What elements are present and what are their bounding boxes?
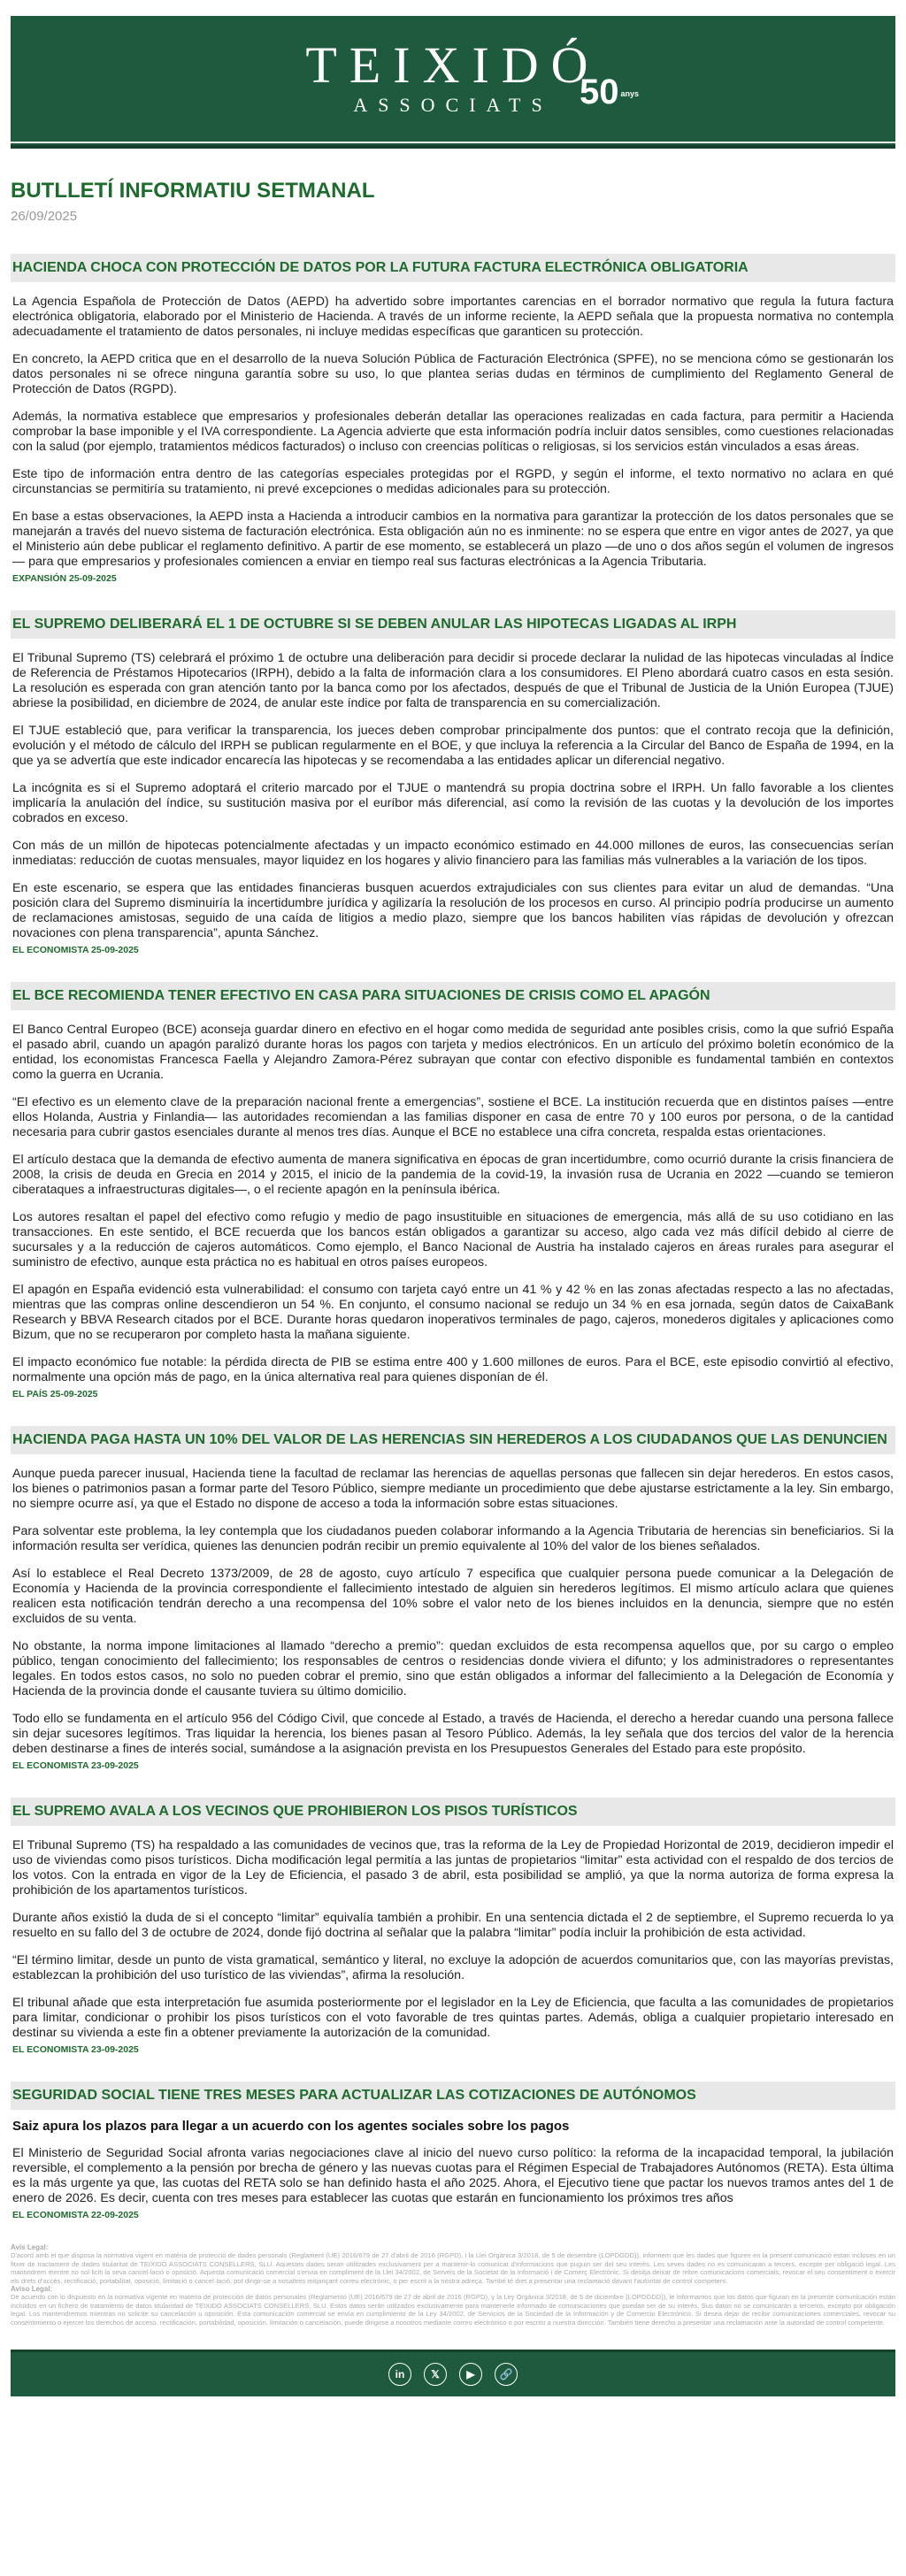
legal-heading-ca: Avís Legal: — [11, 2243, 49, 2251]
legal-text-ca: D'acord amb el que disposa la normativa vigent en matèria de protecció de dades personals (Reglament (UE) 2016/679 de 27 d'abril de 2016 (RGPD), i la Llei Orgànica 3/2018, de 5 de desembre (LOPDGDD)), informem que les dades que figuren en la present comunicació estan incloses en un fitxer de tractament de dades titularitat de TEIXIDÓ ASSOCIATS CONSELLERS, SLU. Aquestes dades seran utilitzades exclusivament per a mantenir-lo comunicat d'informacions que puguin ser del seu interès. Les seves dades no es comunicaran a tercers, excepte per obligació legal. Les mantindrem mentre no sol·liciti la seva cancel·lació o oposició. Aquesta comunicació comercial s'envia en compliment de la Llei 34/2002, de Serveis de la Societat de la Informació i de Comerç Electrònic. Si desitja deixar de rebre comunicacions comercials, revocar el seu consentiment o exercir els drets d'accés, rectificació, portabilitat, oposició, limitació o cancel·lació, pot dirigir-se a nosaltres mitjançant correu electrònic, o per escrit a la nostra adreça. També té dret a presentar una reclamació davant l'autoritat de control competent. — [11, 2251, 895, 2285]
logo-name: TEIXIDÓ — [305, 36, 601, 94]
article-paragraph: Aunque pueda parecer inusual, Hacienda tiene la facultad de reclamar las herencias de aquellas personas que fallecen sin dejar herederos. En estos casos, los bienes o patrimonios pasan a formar parte del Tesoro Público, siempre mediante un procedimiento que debe ajustarse estrictamente a la ley. Sin embargo, no siempre ocurre así, ya que el Estado no dispone de acceso a toda la información sobre estas situaciones. — [12, 1467, 894, 1511]
link-icon[interactable]: 🔗 — [495, 2363, 518, 2386]
news-article — [11, 1798, 895, 2055]
article-source: EL ECONOMISTA 23-09-2025 — [12, 2044, 139, 2055]
header-divider — [11, 142, 895, 143]
legal-notice — [11, 2243, 895, 2327]
article-paragraph: En concreto, la AEPD critica que en el desarrollo de la nueva Solución Pública de Facturación Electrónica (SPFE), no se menciona cómo se gestionarán los datos personales ni se ofrece ninguna garantía sobre su uso, lo que plantea serias dudas en términos de cumplimiento del Reglamento General de Protección de Datos (RGPD). — [12, 352, 894, 396]
legal-text-es: De acuerdo con lo dispuesto en la normativa vigente en materia de protección de datos personales (Reglamento (UE) 2016/679 de 27 de abril de 2016 (RGPD), y la Ley Orgánica 3/2018, de 5 de diciembre (LOPDGDD)), le informamos que los datos que figuran en la presente comunicación están incluidos en un fichero de tratamiento de datos titularidad de TEIXIDÓ ASSOCIATS CONSELLERS, SLU. Estos datos serán utilizados exclusivamente para mantenerle informado de comunicaciones que puedan ser de su interés. Sus datos no se comunicarán a terceros, excepto por obligación legal. Los mantendremos mientras no solicite su cancelación u oposición. Esta comunicación comercial se envía en cumplimiento de la Ley 34/2002, de Servicios de la Sociedad de la Información y de Comercio Electrónico. Si desea dejar de recibir comunicaciones comerciales, revocar su consentimiento o ejercer los derechos de acceso, rectificación, portabilidad, oposición, limitación o cancelación, puede dirigirse a nosotros mediante correo electrónico o por escrito a nuestra dirección. También tiene derecho a presentar una reclamación ante la autoridad de control competente. — [11, 2293, 895, 2327]
article-paragraph: Durante años existió la duda de si el concepto “limitar” equivalía también a prohibir. En una sentencia dictada el 2 de septiembre, el Supremo recuerda lo ya resuelto en su fallo del 3 de octubre de 2024, donde fijó doctrina al señalar que la palabra “limitar” podía incluir la prohibición de esta actividad. — [12, 1911, 894, 1940]
article-paragraph: Así lo establece el Real Decreto 1373/2009, de 28 de agosto, cuyo artículo 7 especifica que cualquier persona puede comunicar a la Delegación de Economía y Hacienda de la provincia correspondiente el fallecimiento intestado de alguien sin herederos legítimos. El mismo artículo aclara que quienes realicen esta notificación tendrán derecho a una recompensa del 10% sobre el valor neto de los bienes incluidos en la denuncia, siempre que no estén excluidos de su venta. — [12, 1567, 894, 1626]
x-icon[interactable]: 𝕏 — [424, 2363, 447, 2386]
article-paragraph: En este escenario, se espera que las entidades financieras busquen acuerdos extrajudiciales con sus clientes para evitar un alud de demandas. “Una posición clara del Supremo disminuiría la incertidumbre jurídica y agilizaría la resolución de los procesos en curso. Al principio podría producirse un aumento de reclamaciones amistosas, seguido de una caída de litigios a medio plazo, siempre que los bancos habiliten vías rápidas de devolución y ofrezcan novaciones con plena transparencia”, apunta Sánchez. — [12, 881, 894, 940]
article-source: EXPANSIÓN 25-09-2025 — [12, 573, 117, 584]
anniversary-label: anys — [620, 89, 639, 99]
article-paragraph: El tribunal añade que esta interpretación fue asumida posteriormente por el legislador en la Ley de Eficiencia, que faculta a las comunidades de propietarios para limitar, condicionar o prohibir los pisos turísticos con el voto favorable de tres quintas partes. Además, obliga a cualquier propietario interesado en destinar su vivienda a este fin a obtener previamente la autorización de la comunidad. — [12, 1996, 894, 2040]
article-paragraph: Además, la normativa establece que empresarios y profesionales deberán detallar las operaciones realizadas en cada factura, para permitir a Hacienda comprobar la base imponible y el IVA correspondiente. La Agencia advierte que esta información podría incluir datos sensibles, como cuestiones relacionadas con la salud (por ejemplo, tratamientos médicos facturados) o incluso con creencias políticas o religiosas, si los servicios están vinculados a esas áreas. — [12, 410, 894, 454]
article-paragraph: Este tipo de información entra dentro de las categorías especiales protegidas por el RGPD, y según el informe, el texto normativo no aclara en qué circunstancias se permitiría su tratamiento, ni prevé excepciones o medidas adicionales para su protección. — [12, 467, 894, 496]
article-paragraph: Con más de un millón de hipotecas potencialmente afectadas y un impacto económico estimado en 44.000 millones de euros, las consecuencias serían inmediatas: reducción de cuotas mensuales, mayor liquidez en los hogares y alivio financiero para las familias más vulnerables a la variación de los tipos. — [12, 839, 894, 868]
article-paragraph: La incógnita es si el Supremo adoptará el criterio marcado por el TJUE o mantendrá su propia doctrina sobre el IRPH. Un fallo favorable a los clientes implicaría la anulación del índice, su sustitución masiva por el euríbor más diferencial, así como la revisión de las cuotas y la devolución de los importes cobrados en exceso. — [12, 781, 894, 825]
article-title[interactable]: HACIENDA PAGA HASTA UN 10% DEL VALOR DE LAS HERENCIAS SIN HEREDEROS A LOS CIUDADANOS QUE LAS DENUNCIEN — [11, 1426, 895, 1454]
footer-bar — [11, 2350, 895, 2396]
article-paragraph: Los autores resaltan el papel del efectivo como refugio y medio de pago insustituible en situaciones de emergencia, más allá de su uso cotidiano en las transacciones. En este sentido, el BCE recuerda que los bancos están obligados a garantizar su acceso, algo cada vez más difícil debido al cierre de sucursales y a la reducción de cajeros automáticos. Como ejemplo, el Banco Nacional de Austria ha instalado cajeros en áreas rurales para asegurar el suministro de efectivo, aunque esta práctica no es habitual en otros países europeos. — [12, 1210, 894, 1269]
article-paragraph: En base a estas observaciones, la AEPD insta a Hacienda a introducir cambios en la normativa para garantizar la protección de los datos personales que se manejarán a través del nuevo sistema de facturación electrónica. Esta obligación aún no es inminente: no se espera que entre en vigor antes de 2027, ya que el Ministerio aún debe publicar el reglamento definitivo. A partir de ese momento, se establecerá un plazo —de uno o dos años según el volumen de ingresos— para que empresarios y profesionales comiencen a enviar en tiempo real sus facturas electrónicas a la Agencia Tributaria. — [12, 510, 894, 569]
article-title[interactable]: EL BCE RECOMIENDA TENER EFECTIVO EN CASA PARA SITUACIONES DE CRISIS COMO EL APAGÓN — [11, 982, 895, 1010]
article-paragraph: El Tribunal Supremo (TS) ha respaldado a las comunidades de vecinos que, tras la reforma de la Ley de Propiedad Horizontal de 2019, decidieron impedir el uso de viviendas como pisos turísticos. Dicha modificación legal permitía a las juntas de propietarios “limitar” esta actividad con el respaldo de dos tercios de los votos. Con la entrada en vigor de la Ley de Eficiencia, el pasado 3 de abril, esta posibilidad se amplió, ya que la norma autoriza de forma expresa la prohibición de los apartamentos turísticos. — [12, 1838, 894, 1898]
article-title[interactable]: SEGURIDAD SOCIAL TIENE TRES MESES PARA ACTUALIZAR LAS COTIZACIONES DE AUTÓNOMOS — [11, 2082, 895, 2110]
article-paragraph: El Banco Central Europeo (BCE) aconseja guardar dinero en efectivo en el hogar como medida de seguridad ante posibles crisis, como la que sufrió España el pasado abril, cuando un apagón paralizó durante horas los pagos con tarjeta y medios electrónicos. En un artículo del próximo boletín económico de la entidad, los economistas Francesca Faella y Alejandro Zamora-Pérez subrayan que contar con efectivo disponible es fundamental también en contextos como la guerra en Ucrania. — [12, 1023, 894, 1082]
article-title[interactable]: EL SUPREMO AVALA A LOS VECINOS QUE PROHIBIERON LOS PISOS TURÍSTICOS — [11, 1798, 895, 1826]
article-paragraph: “El efectivo es un elemento clave de la preparación nacional frente a emergencias”, sostiene el BCE. La institución recuerda que en distintos países —entre ellos Holanda, Austria y Finlandia— las autoridades recomiendan a las familias disponer en casa de entre 70 y 100 euros por persona, o de la cantidad necesaria para cubrir gastos esenciales durante al menos tres días. Aunque el BCE no establece una cifra concreta, respalda estas orientaciones. — [12, 1095, 894, 1139]
anniversary-number: 50 — [579, 73, 619, 111]
article-paragraph: El artículo destaca que la demanda de efectivo aumenta de manera significativa en épocas de gran incertidumbre, como ocurrió durante la crisis financiera de 2008, la crisis de deuda en Grecia en 2014 y 2015, el inicio de la pandemia de la covid-19, la invasión rusa de Ucrania en 2022 —cuando se temieron ciberataques a infraestructuras digitales—, o el reciente apagón en la península ibérica. — [12, 1153, 894, 1197]
article-subtitle: Saiz apura los plazos para llegar a un acuerdo con los agentes sociales sobre los pagos — [12, 2119, 570, 2134]
article-source: EL ECONOMISTA 22-09-2025 — [12, 2210, 139, 2220]
article-paragraph: “El término limitar, desde un punto de vista gramatical, semántico y literal, no excluye la adopción de acuerdos comunitarios que, con las mayorías previstas, establezcan la prohibición del uso turístico de las viviendas”, afirma la resolución. — [12, 1953, 894, 1982]
logo — [11, 36, 895, 117]
article-paragraph: El apagón en España evidenció esta vulnerabilidad: el consumo con tarjeta cayó entre un 41 % y 42 % en las zonas afectadas respecto a las no afectadas, mientras que las compras online descendieron un 54 %. En conjunto, el consumo nacional se redujo un 34 % en esa jornada, según datos de CaixaBank Research y BBVA Research citados por el BCE. Durante horas quedaron inoperativos terminales de pago, cajeros, monederos digitales y aplicaciones como Bizum, que no se recuperaron por completo hasta la mañana siguiente. — [12, 1283, 894, 1342]
youtube-icon[interactable]: ▶ — [459, 2363, 482, 2386]
article-paragraph: El Ministerio de Seguridad Social afronta varias negociaciones clave al inicio del nuevo curso político: la reforma de la incapacidad temporal, la jubilación reversible, el complemento a la pensión por brecha de género y las nuevas cuotas para el Régimen Especial de Trabajadores Autónomos (RETA). Esta última es la más urgente ya que, las cuotas del RETA solo se han definido hasta el año 2025. Ahora, el Ejecutivo tiene que pactar los nuevos tramos antes del 1 de enero de 2026. Es decir, cuenta con tres meses para establecer las cuotas que estarán en funcionamiento los próximos tres años — [12, 2146, 894, 2205]
article-paragraph: El impacto económico fue notable: la pérdida directa de PIB se estima entre 400 y 1.600 millones de euros. Para el BCE, este episodio convirtió al efectivo, normalmente una opción más de pago, en la única alternativa real para quienes disponían de él. — [12, 1355, 894, 1384]
news-article — [11, 610, 895, 955]
article-source: EL ECONOMISTA 25-09-2025 — [12, 945, 139, 955]
article-paragraph: Para solventar este problema, la ley contempla que los ciudadanos pueden colaborar informando a la Agencia Tributaria de herencias sin beneficiarios. Si la información resulta ser verídica, quienes las denuncien podrán recibir un premio equivalente al 10% del valor de los bienes señalados. — [12, 1524, 894, 1553]
article-source: EL ECONOMISTA 23-09-2025 — [12, 1760, 139, 1771]
news-article — [11, 254, 895, 584]
article-paragraph: La Agencia Española de Protección de Datos (AEPD) ha advertido sobre importantes carencias en el borrador normativo que regula la futura factura electrónica obligatoria, elaborado por el Ministerio de Hacienda. A través de un informe reciente, la AEPD señala que la propuesta normativa no contempla adecuadamente el tratamiento de datos personales, ni incluye medidas específicas que garanticen su protección. — [12, 295, 894, 339]
article-title[interactable]: HACIENDA CHOCA CON PROTECCIÓN DE DATOS POR LA FUTURA FACTURA ELECTRÓNICA OBLIGATORIA — [11, 254, 895, 282]
linkedin-icon[interactable]: in — [388, 2363, 411, 2386]
header-banner — [11, 16, 895, 149]
article-source: EL PAÍS 25-09-2025 — [12, 1389, 98, 1399]
news-article — [11, 1426, 895, 1771]
bulletin-title: BUTLLETÍ INFORMATIU SETMANAL — [11, 179, 375, 203]
legal-heading-es: Aviso Legal: — [11, 2285, 53, 2294]
logo-sub: ASSOCIATS — [353, 94, 553, 116]
news-article — [11, 2082, 895, 2220]
bulletin-date: 26/09/2025 — [11, 209, 78, 224]
news-article — [11, 982, 895, 1399]
article-paragraph: No obstante, la norma impone limitaciones al llamado “derecho a premio”: quedan excluidos de esta recompensa aquellos que, por su cargo o empleo público, tengan conocimiento del fallecimiento; los responsables de centros o residencias donde viviera el difunto; y los administradores o representantes legales. En todos estos casos, no solo no pueden cobrar el premio, sino que están obligados a informar del fallecimiento a la Delegación de Economía y Hacienda de la provincia donde el causante tuviera su último domicilio. — [12, 1639, 894, 1698]
articles-list — [11, 254, 895, 2220]
email-container — [11, 16, 895, 2423]
article-paragraph: El Tribunal Supremo (TS) celebrará el próximo 1 de octubre una deliberación para decidir si procede declarar la nulidad de las hipotecas vinculadas al Índice de Referencia de Préstamos Hipotecarios (IRPH), debido a la falta de información clara a los consumidores. El Pleno abordará cuatro casos en esta sesión. La resolución es esperada con gran atención tanto por la banca como por los afectados, después de que el Tribunal de Justicia de la Unión Europea (TJUE) abriese la posibilidad, en diciembre de 2024, de anular este índice por falta de transparencia en su comercialización. — [12, 651, 894, 710]
article-title[interactable]: EL SUPREMO DELIBERARÁ EL 1 DE OCTUBRE SI SE DEBEN ANULAR LAS HIPOTECAS LIGADAS AL IRPH — [11, 610, 895, 639]
article-paragraph: Todo ello se fundamenta en el artículo 956 del Código Civil, que concede al Estado, a través de Hacienda, el derecho a heredar cuando una persona fallece sin dejar sucesores legítimos. Tras liquidar la herencia, los bienes pasan al Tesoro Público. Además, la ley señala que dos tercios del valor de la herencia deben destinarse a fines de interés social, sumándose a la asignación prevista en los Presupuestos Generales del Estado para este propósito. — [12, 1712, 894, 1756]
article-paragraph: El TJUE estableció que, para verificar la transparencia, los jueces deben comprobar principalmente dos puntos: que el contrato recoja que la definición, evolución y el método de cálculo del IRPH se publican regularmente en el BOE, y que incluya la referencia a la Circular del Banco de España de 1994, en la que ya se advertía que este indicador encarecía las hipotecas y se recomendaba a las entidades aplicar un diferencial negativo. — [12, 724, 894, 768]
anniversary-badge — [580, 73, 639, 112]
